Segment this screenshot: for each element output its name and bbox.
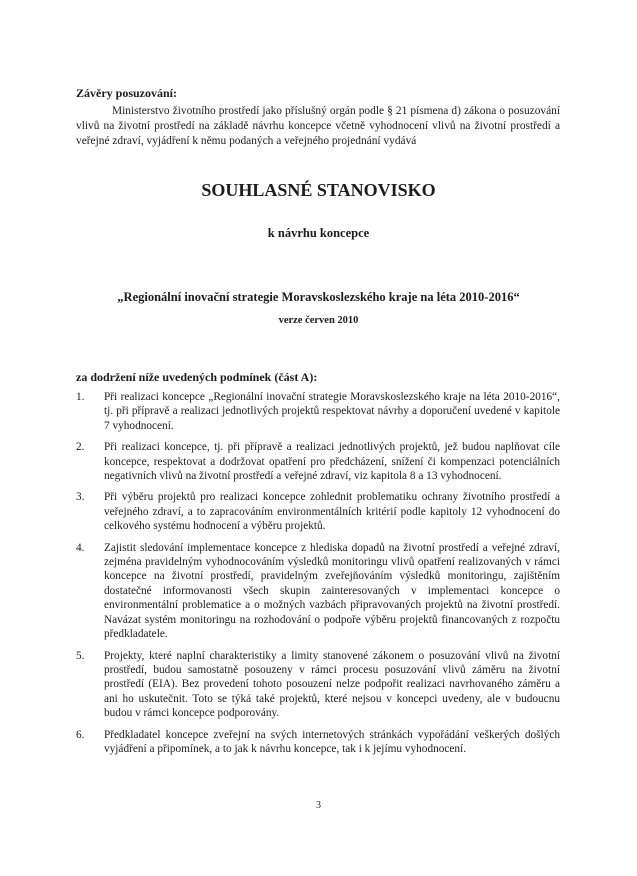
condition-item	[76, 490, 560, 533]
condition-item	[76, 541, 560, 642]
conditions-heading: za dodržení níže uvedených podmínek (část A):	[76, 370, 318, 384]
condition-number: 3.	[76, 491, 85, 504]
document-subtitle: k návrhu koncepce	[267, 226, 370, 240]
condition-item	[76, 649, 560, 721]
version-note: verze červen 2010	[278, 315, 359, 326]
condition-number: 2.	[76, 441, 85, 454]
condition-item	[76, 390, 560, 433]
document-title: SOUHLASNÉ STANOVISKO	[201, 180, 436, 200]
condition-text: Při realizaci koncepce „Regionální inovační strategie Moravskoslezského kraje na léta 2010-2016“, tj. při přípravě a realizaci jednotlivých projektů respektovat návrhy a doporučení uvedené v kapitole 7 vyhodnocení.	[104, 391, 560, 432]
condition-text: Při realizaci koncepce, tj. při přípravě a realizaci jednotlivých projektů, jež budou naplňovat cíle koncepce, respektovat a dodržovat opatření pro předcházení, snížení či kompenzaci potenciálních negativních vlivů na životní prostředí a veřejné zdraví, viz kapitola 8 a 13 vyhodnocení.	[104, 441, 560, 483]
intro-paragraph: Ministerstvo životního prostředí jako příslušný orgán podle § 21 písmena d) zákona o posuzování vlivů na životní prostředí na základě návrhu koncepce včetně vyhodnocení vlivů na životní prostředí a veřejné zdraví, vyjádření k němu podaných a veřejného projednání vydává	[76, 105, 560, 147]
conditions-list	[76, 390, 560, 763]
page-number: 3	[316, 800, 321, 811]
condition-text: Projekty, které naplní charakteristiky a limity stanovené zákonem o posuzování vlivů na životní prostředí, budou samostatně posouzeny v rámci procesu posuzování vlivů záměru na životní prostředí (EIA). Bez provedení tohoto posouzení nelze podpořit realizaci navrhovaného záměru a ani ho uskutečnit. Toto se týká také projektů, které nejsou v koncepci uvedeny, ale v budoucnu budou v rámci koncepce podporovány.	[104, 649, 560, 720]
condition-item	[76, 440, 560, 483]
condition-number: 4.	[76, 541, 85, 554]
condition-text: Při výběru projektů pro realizaci koncepce zohlednit problematiku ochrany životního prostředí a veřejného zdraví, a to zapracováním environmentálních kritérií podle kapitoly 12 vyhodnocení do celkového systému hodnocení a výběru projektů.	[104, 491, 560, 533]
condition-number: 1.	[76, 391, 85, 403]
condition-text: Zajistit sledování implementace koncepce z hlediska dopadů na životní prostředí a veřejné zdraví, zejména pravidelným vyhodnocováním výsledků monitoringu vlivů opatření realizovaných v rámci koncepce na životní prostředí, pravidelným zveřejňováním výsledků monitoringu, zajištěním dostatečné informovanosti všech skupin zainteresovaných v implementaci koncepce o environmentální problematice a o možných vazbách připravovaných projektů na životní prostředí. Navázat systém monitoringu na rozhodování o podpoře výběru projektů financovaných z rozpočtu předkladatele.	[104, 541, 560, 641]
condition-number: 6.	[76, 728, 85, 741]
section-heading: Závěry posuzování:	[76, 86, 178, 100]
condition-item	[76, 728, 560, 757]
concept-name: „Regionální inovační strategie Moravskoslezského kraje na léta 2010-2016“	[117, 290, 520, 304]
condition-text: Předkladatel koncepce zveřejní na svých internetových stránkách vypořádání veškerých došlých vyjádření a připomínek, a to jak k návrhu koncepce, tak i k jejímu vyhodnocení.	[104, 728, 560, 755]
condition-number: 5.	[76, 649, 85, 662]
